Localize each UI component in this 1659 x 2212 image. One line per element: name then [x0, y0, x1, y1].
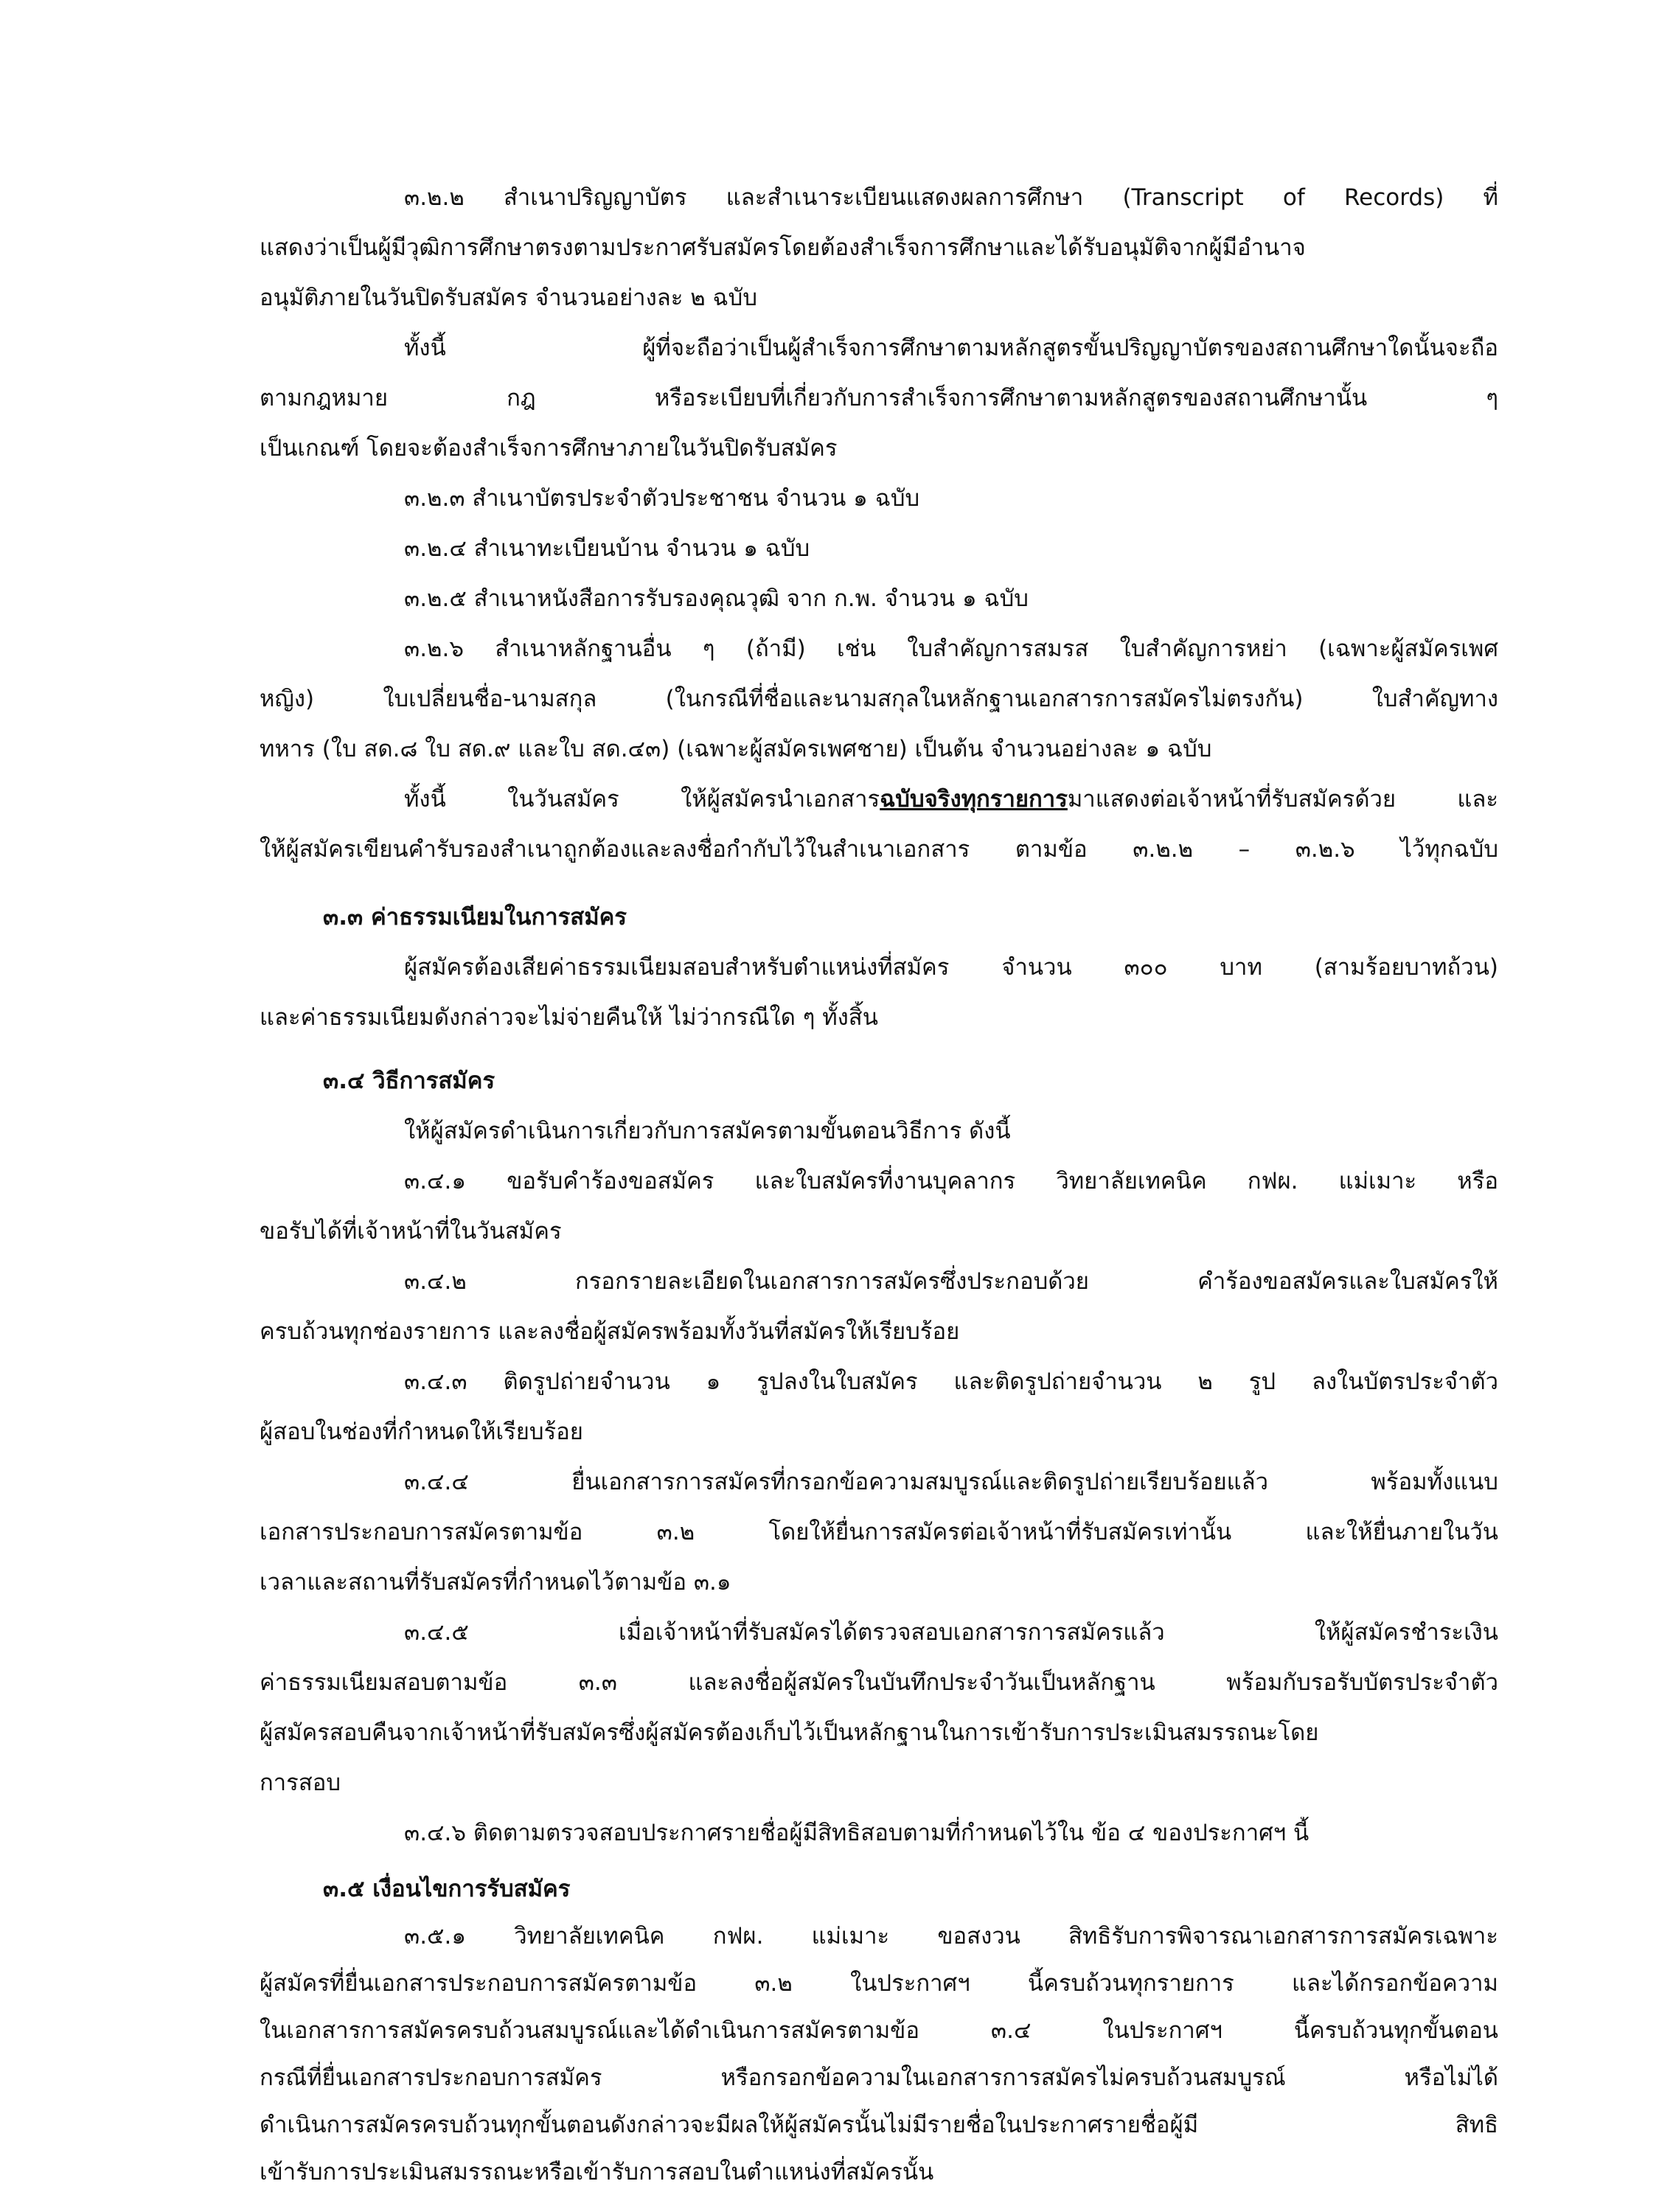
item-3-4-1-line-2: ขอรับได้ที่เจ้าหน้าที่ในวันสมัคร: [260, 1218, 562, 1245]
graduation-note-line-1: ทั้งนี้ ผู้ที่จะถือว่าเป็นผู้สำเร็จการศึกษาตามหลักสูตรขั้นปริญญาบัตรของสถานศึกษาใดนั้นจะถือ: [404, 335, 1498, 361]
originals-note-line-1: [404, 783, 1498, 815]
item-3-5-1-line-2: ผู้สมัครที่ยื่นเอกสารประกอบการสมัครตามข้อ ๓.๒ ในประกาศฯ นี้ครบถ้วนทุกรายการ และได้กรอกข้อความ: [260, 1970, 1498, 1997]
graduation-note-line-2: ตามกฎหมาย กฎ หรือระเบียบที่เกี่ยวกับการสำเร็จการศึกษาตามหลักสูตรของสถานศึกษานั้น ๆ: [260, 385, 1498, 411]
originals-note-emphasis: ฉบับจริงทุกรายการ: [880, 786, 1068, 813]
item-3-2-2-line-2: แสดงว่าเป็นผู้มีวุฒิการศึกษาตรงตามประกาศรับสมัครโดยต้องสำเร็จการศึกษาและได้รับอนุมัติจากผู้มีอำนาจ: [260, 234, 1306, 261]
item-3-2-2-line-1: ๓.๒.๒ สำเนาปริญญาบัตร และสำเนาระเบียนแสดงผลการศึกษา (Transcript of Records) ที่: [404, 184, 1498, 211]
item-3-4-5-line-2: ค่าธรรมเนียมสอบตามข้อ ๓.๓ และลงชื่อผู้สมัครในบันทึกประจำวันเป็นหลักฐาน พร้อมกับรอรับบัตรประจำตัว: [260, 1669, 1498, 1696]
item-3-2-2-line-3: อนุมัติภายในวันปิดรับสมัคร จำนวนอย่างละ ๒ ฉบับ: [260, 285, 757, 311]
item-3-2-4: ๓.๒.๔ สำเนาทะเบียนบ้าน จำนวน ๑ ฉบับ: [404, 535, 810, 562]
section-3-3-line-2: และค่าธรรมเนียมดังกล่าวจะไม่จ่ายคืนให้ ไม่ว่ากรณีใด ๆ ทั้งสิ้น: [260, 1004, 878, 1031]
item-3-2-5: ๓.๒.๕ สำเนาหนังสือการรับรองคุณวุฒิ จาก ก.พ. จำนวน ๑ ฉบับ: [404, 585, 1029, 612]
item-3-4-4-line-3: เวลาและสถานที่รับสมัครที่กำหนดไว้ตามข้อ ๓.๑: [260, 1569, 731, 1596]
item-3-4-5-line-1: ๓.๔.๕ เมื่อเจ้าหน้าที่รับสมัครได้ตรวจสอบเอกสารการสมัครแล้ว ให้ผู้สมัครชำระเงิน: [404, 1619, 1498, 1646]
item-3-5-1-line-3: ในเอกสารการสมัครครบถ้วนสมบูรณ์และได้ดำเนินการสมัครตามข้อ ๓.๔ ในประกาศฯ นี้ครบถ้วนทุกขั้นตอน: [260, 2017, 1498, 2044]
item-3-2-6-line-1: ๓.๒.๖ สำเนาหลักฐานอื่น ๆ (ถ้ามี) เช่น ใบสำคัญการสมรส ใบสำคัญการหย่า (เฉพาะผู้สมัครเพศ: [404, 636, 1498, 662]
originals-note-text-end: มาแสดงต่อเจ้าหน้าที่รับสมัครด้วย และ: [1067, 786, 1498, 813]
section-3-4-heading: ๓.๔ วิธีการสมัคร: [323, 1068, 495, 1094]
item-3-2-3: ๓.๒.๓ สำเนาบัตรประจำตัวประชาชน จำนวน ๑ ฉบับ: [404, 485, 920, 512]
item-3-4-5-line-4: การสอบ: [260, 1770, 341, 1796]
item-3-2-6-line-2: หญิง) ใบเปลี่ยนชื่อ-นามสกุล (ในกรณีที่ชื่อและนามสกุลในหลักฐานเอกสารการสมัครไม่ตรงกัน) ใบสำคัญทาง: [260, 686, 1498, 712]
item-3-5-1-line-5: ดำเนินการสมัครครบถ้วนทุกขั้นตอนดังกล่าวจะมีผลให้ผู้สมัครนั้นไม่มีรายชื่อในประกาศรายชื่อผู้มี สิทธิ: [260, 2112, 1498, 2138]
graduation-note-line-3: เป็นเกณฑ์ โดยจะต้องสำเร็จการศึกษาภายในวันปิดรับสมัคร: [260, 435, 838, 462]
item-3-5-1-line-1: ๓.๕.๑ วิทยาลัยเทคนิค กฟผ. แม่เมาะ ขอสงวน สิทธิรับการพิจารณาเอกสารการสมัครเฉพาะ: [404, 1923, 1498, 1950]
section-3-5-heading: ๓.๕ เงื่อนไขการรับสมัคร: [323, 1876, 571, 1902]
section-3-3-heading: ๓.๓ ค่าธรรมเนียมในการสมัคร: [323, 904, 627, 931]
item-3-4-2-line-2: ครบถ้วนทุกช่องรายการ และลงชื่อผู้สมัครพร้อมทั้งวันที่สมัครให้เรียบร้อย: [260, 1318, 960, 1345]
originals-note-text-start: ทั้งนี้ ในวันสมัคร ให้ผู้สมัครนำเอกสาร: [404, 786, 880, 813]
item-3-4-3-line-1: ๓.๔.๓ ติดรูปถ่ายจำนวน ๑ รูปลงในใบสมัคร และติดรูปถ่ายจำนวน ๒ รูป ลงในบัตรประจำตัว: [404, 1368, 1498, 1395]
section-3-3-line-1: ผู้สมัครต้องเสียค่าธรรมเนียมสอบสำหรับตำแหน่งที่สมัคร จำนวน ๓๐๐ บาท (สามร้อยบาทถ้วน): [404, 954, 1498, 981]
section-3-4-intro: ให้ผู้สมัครดำเนินการเกี่ยวกับการสมัครตามขั้นตอนวิธีการ ดังนี้: [404, 1118, 1011, 1144]
item-3-5-1-line-6: เข้ารับการประเมินสมรรถนะหรือเข้ารับการสอบในตำแหน่งที่สมัครนั้น: [260, 2159, 934, 2185]
item-3-4-4-line-2: เอกสารประกอบการสมัครตามข้อ ๓.๒ โดยให้ยื่นการสมัครต่อเจ้าหน้าที่รับสมัครเท่านั้น และให้ยื่นภายในวัน: [260, 1519, 1498, 1545]
item-3-4-6: ๓.๔.๖ ติดตามตรวจสอบประกาศรายชื่อผู้มีสิทธิสอบตามที่กำหนดไว้ใน ข้อ ๔ ของประกาศฯ นี้: [404, 1820, 1310, 1846]
item-3-4-2-line-1: ๓.๔.๒ กรอกรายละเอียดในเอกสารการสมัครซึ่งประกอบด้วย คำร้องขอสมัครและใบสมัครให้: [404, 1268, 1498, 1295]
item-3-2-6-line-3: ทหาร (ใบ สด.๘ ใบ สด.๙ และใบ สด.๔๓) (เฉพาะผู้สมัครเพศชาย) เป็นต้น จำนวนอย่างละ ๑ ฉบับ: [260, 736, 1212, 762]
originals-note-line-2: ให้ผู้สมัครเขียนคำรับรองสำเนาถูกต้องและลงชื่อกำกับไว้ในสำเนาเอกสาร ตามข้อ ๓.๒.๒ – ๓.๒.๖ ไว้ทุกฉบับ: [260, 836, 1498, 863]
item-3-4-5-line-3: ผู้สมัครสอบคืนจากเจ้าหน้าที่รับสมัครซึ่งผู้สมัครต้องเก็บไว้เป็นหลักฐานในการเข้ารับการประเมินสมรรถนะโดย: [260, 1719, 1319, 1746]
item-3-4-1-line-1: ๓.๔.๑ ขอรับคำร้องขอสมัคร และใบสมัครที่งานบุคลากร วิทยาลัยเทคนิค กฟผ. แม่เมาะ หรือ: [404, 1168, 1498, 1194]
item-3-4-3-line-2: ผู้สอบในช่องที่กำหนดให้เรียบร้อย: [260, 1419, 583, 1445]
item-3-4-4-line-1: ๓.๔.๔ ยื่นเอกสารการสมัครที่กรอกข้อความสมบูรณ์และติดรูปถ่ายเรียบร้อยแล้ว พร้อมทั้งแนบ: [404, 1469, 1498, 1495]
item-3-5-1-line-4: กรณีที่ยื่นเอกสารประกอบการสมัคร หรือกรอกข้อความในเอกสารการสมัครไม่ครบถ้วนสมบูรณ์ หรือไม่ได้: [260, 2065, 1498, 2091]
